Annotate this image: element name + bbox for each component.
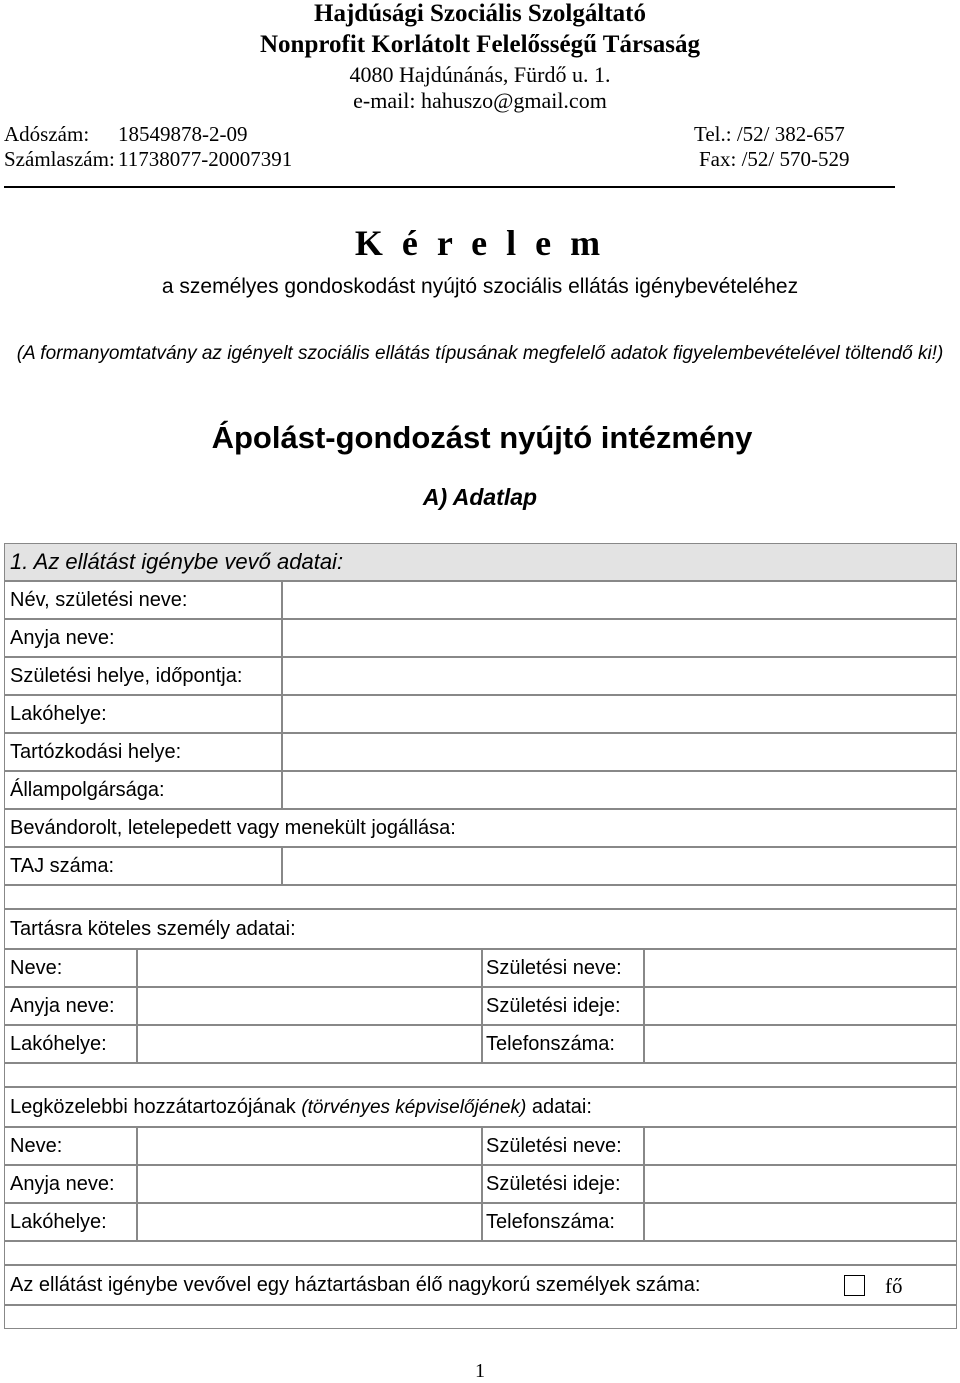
spacer-row [4, 1063, 957, 1087]
field-label-legal-status: Bevándorolt, letelepedett vagy menekült jogállása: [10, 817, 456, 839]
household-count-checkbox[interactable] [844, 1275, 865, 1296]
obligor-residence-field[interactable] [137, 1025, 482, 1063]
field-label-citizenship: Állampolgársága: [10, 779, 165, 801]
obligor-phone-field[interactable] [644, 1025, 957, 1063]
header-divider [4, 186, 895, 188]
document-subtitle: a személyes gondoskodást nyújtó szociális ellátás igénybevételéhez [161, 275, 799, 298]
field-label-stay: Tartózkodási helye: [10, 741, 182, 763]
instruction-note: (A formanyomtatvány az igényelt szociális ellátás típusának megfelelő adatok figyelembevételével töltendő ki!) [16, 343, 944, 364]
sheet-heading: A) Adatlap [422, 484, 538, 510]
relative-mother-label: Anyja neve: [10, 1173, 115, 1195]
org-name-line2: Nonprofit Korlátolt Felelősségű Társaság [259, 31, 701, 58]
section3-heading-part2: adatai: [531, 1096, 592, 1118]
field-label-name: Név, születési neve: [10, 589, 188, 611]
obligor-birthname-field[interactable] [644, 949, 957, 987]
fax-number: Fax: /52/ 570-529 [699, 147, 850, 171]
page-number: 1 [475, 1360, 485, 1382]
section3-heading [10, 1096, 592, 1119]
field-label-mother: Anyja neve: [10, 627, 115, 649]
relative-birthdate-label: Születési ideje: [486, 1173, 621, 1195]
obligor-name-label: Neve: [10, 957, 63, 979]
section3-heading-part1: Legközelebbi hozzátartozójának [10, 1096, 296, 1118]
citizenship-field[interactable] [282, 771, 957, 809]
obligor-name-field[interactable] [137, 949, 482, 987]
name-birthname-field[interactable] [282, 581, 957, 619]
relative-name-field[interactable] [137, 1127, 482, 1165]
document-title: K é r e l e m [354, 223, 606, 263]
obligor-birthdate-label: Születési ideje: [486, 995, 621, 1017]
obligor-mother-field[interactable] [137, 987, 482, 1025]
relative-name-label: Neve: [10, 1135, 63, 1157]
obligor-birthdate-field[interactable] [644, 987, 957, 1025]
obligor-mother-label: Anyja neve: [10, 995, 115, 1017]
account-number-label: Számlaszám: [4, 147, 115, 171]
org-email: e-mail: hahuszo@gmail.com [353, 88, 607, 113]
institution-heading: Ápolást-gondozást nyújtó intézmény [211, 420, 753, 455]
section1-heading: 1. Az ellátást igénybe vevő adatai: [10, 549, 344, 574]
relative-birthname-field[interactable] [644, 1127, 957, 1165]
obligor-birthname-label: Születési neve: [486, 957, 622, 979]
account-number-value: 11738077-20007391 [118, 147, 293, 171]
birthplace-date-field[interactable] [282, 657, 957, 695]
spacer-row [4, 1305, 957, 1329]
relative-residence-label: Lakóhelye: [10, 1211, 107, 1233]
org-address: 4080 Hajdúnánás, Fürdő u. 1. [349, 62, 611, 87]
household-label: Az ellátást igénybe vevővel egy háztartásban élő nagykorú személyek száma: [10, 1274, 701, 1296]
relative-residence-field[interactable] [137, 1203, 482, 1241]
household-unit: fő [885, 1274, 903, 1298]
section3-heading-italic: (törvényes képviselőjének) [301, 1097, 527, 1118]
relative-mother-field[interactable] [137, 1165, 482, 1203]
obligor-phone-label: Telefonszáma: [486, 1033, 615, 1055]
relative-phone-field[interactable] [644, 1203, 957, 1241]
field-label-residence: Lakóhelye: [10, 703, 107, 725]
spacer-row [4, 885, 957, 909]
field-label-birth: Születési helye, időpontja: [10, 665, 243, 687]
relative-birthname-label: Születési neve: [486, 1135, 622, 1157]
field-label-taj: TAJ száma: [10, 855, 115, 877]
spacer-row [4, 1241, 957, 1265]
mother-name-field[interactable] [282, 619, 957, 657]
relative-phone-label: Telefonszáma: [486, 1211, 615, 1233]
tax-number-value: 18549878-2-09 [118, 122, 248, 146]
relative-birthdate-field[interactable] [644, 1165, 957, 1203]
obligor-residence-label: Lakóhelye: [10, 1033, 107, 1055]
taj-number-field[interactable] [282, 847, 957, 885]
stay-place-field[interactable] [282, 733, 957, 771]
phone-number: Tel.: /52/ 382-657 [694, 122, 845, 146]
org-name-line1: Hajdúsági Szociális Szolgáltató [314, 0, 646, 27]
residence-field[interactable] [282, 695, 957, 733]
section2-heading: Tartásra köteles személy adatai: [10, 918, 296, 940]
tax-number-label: Adószám: [4, 122, 90, 146]
